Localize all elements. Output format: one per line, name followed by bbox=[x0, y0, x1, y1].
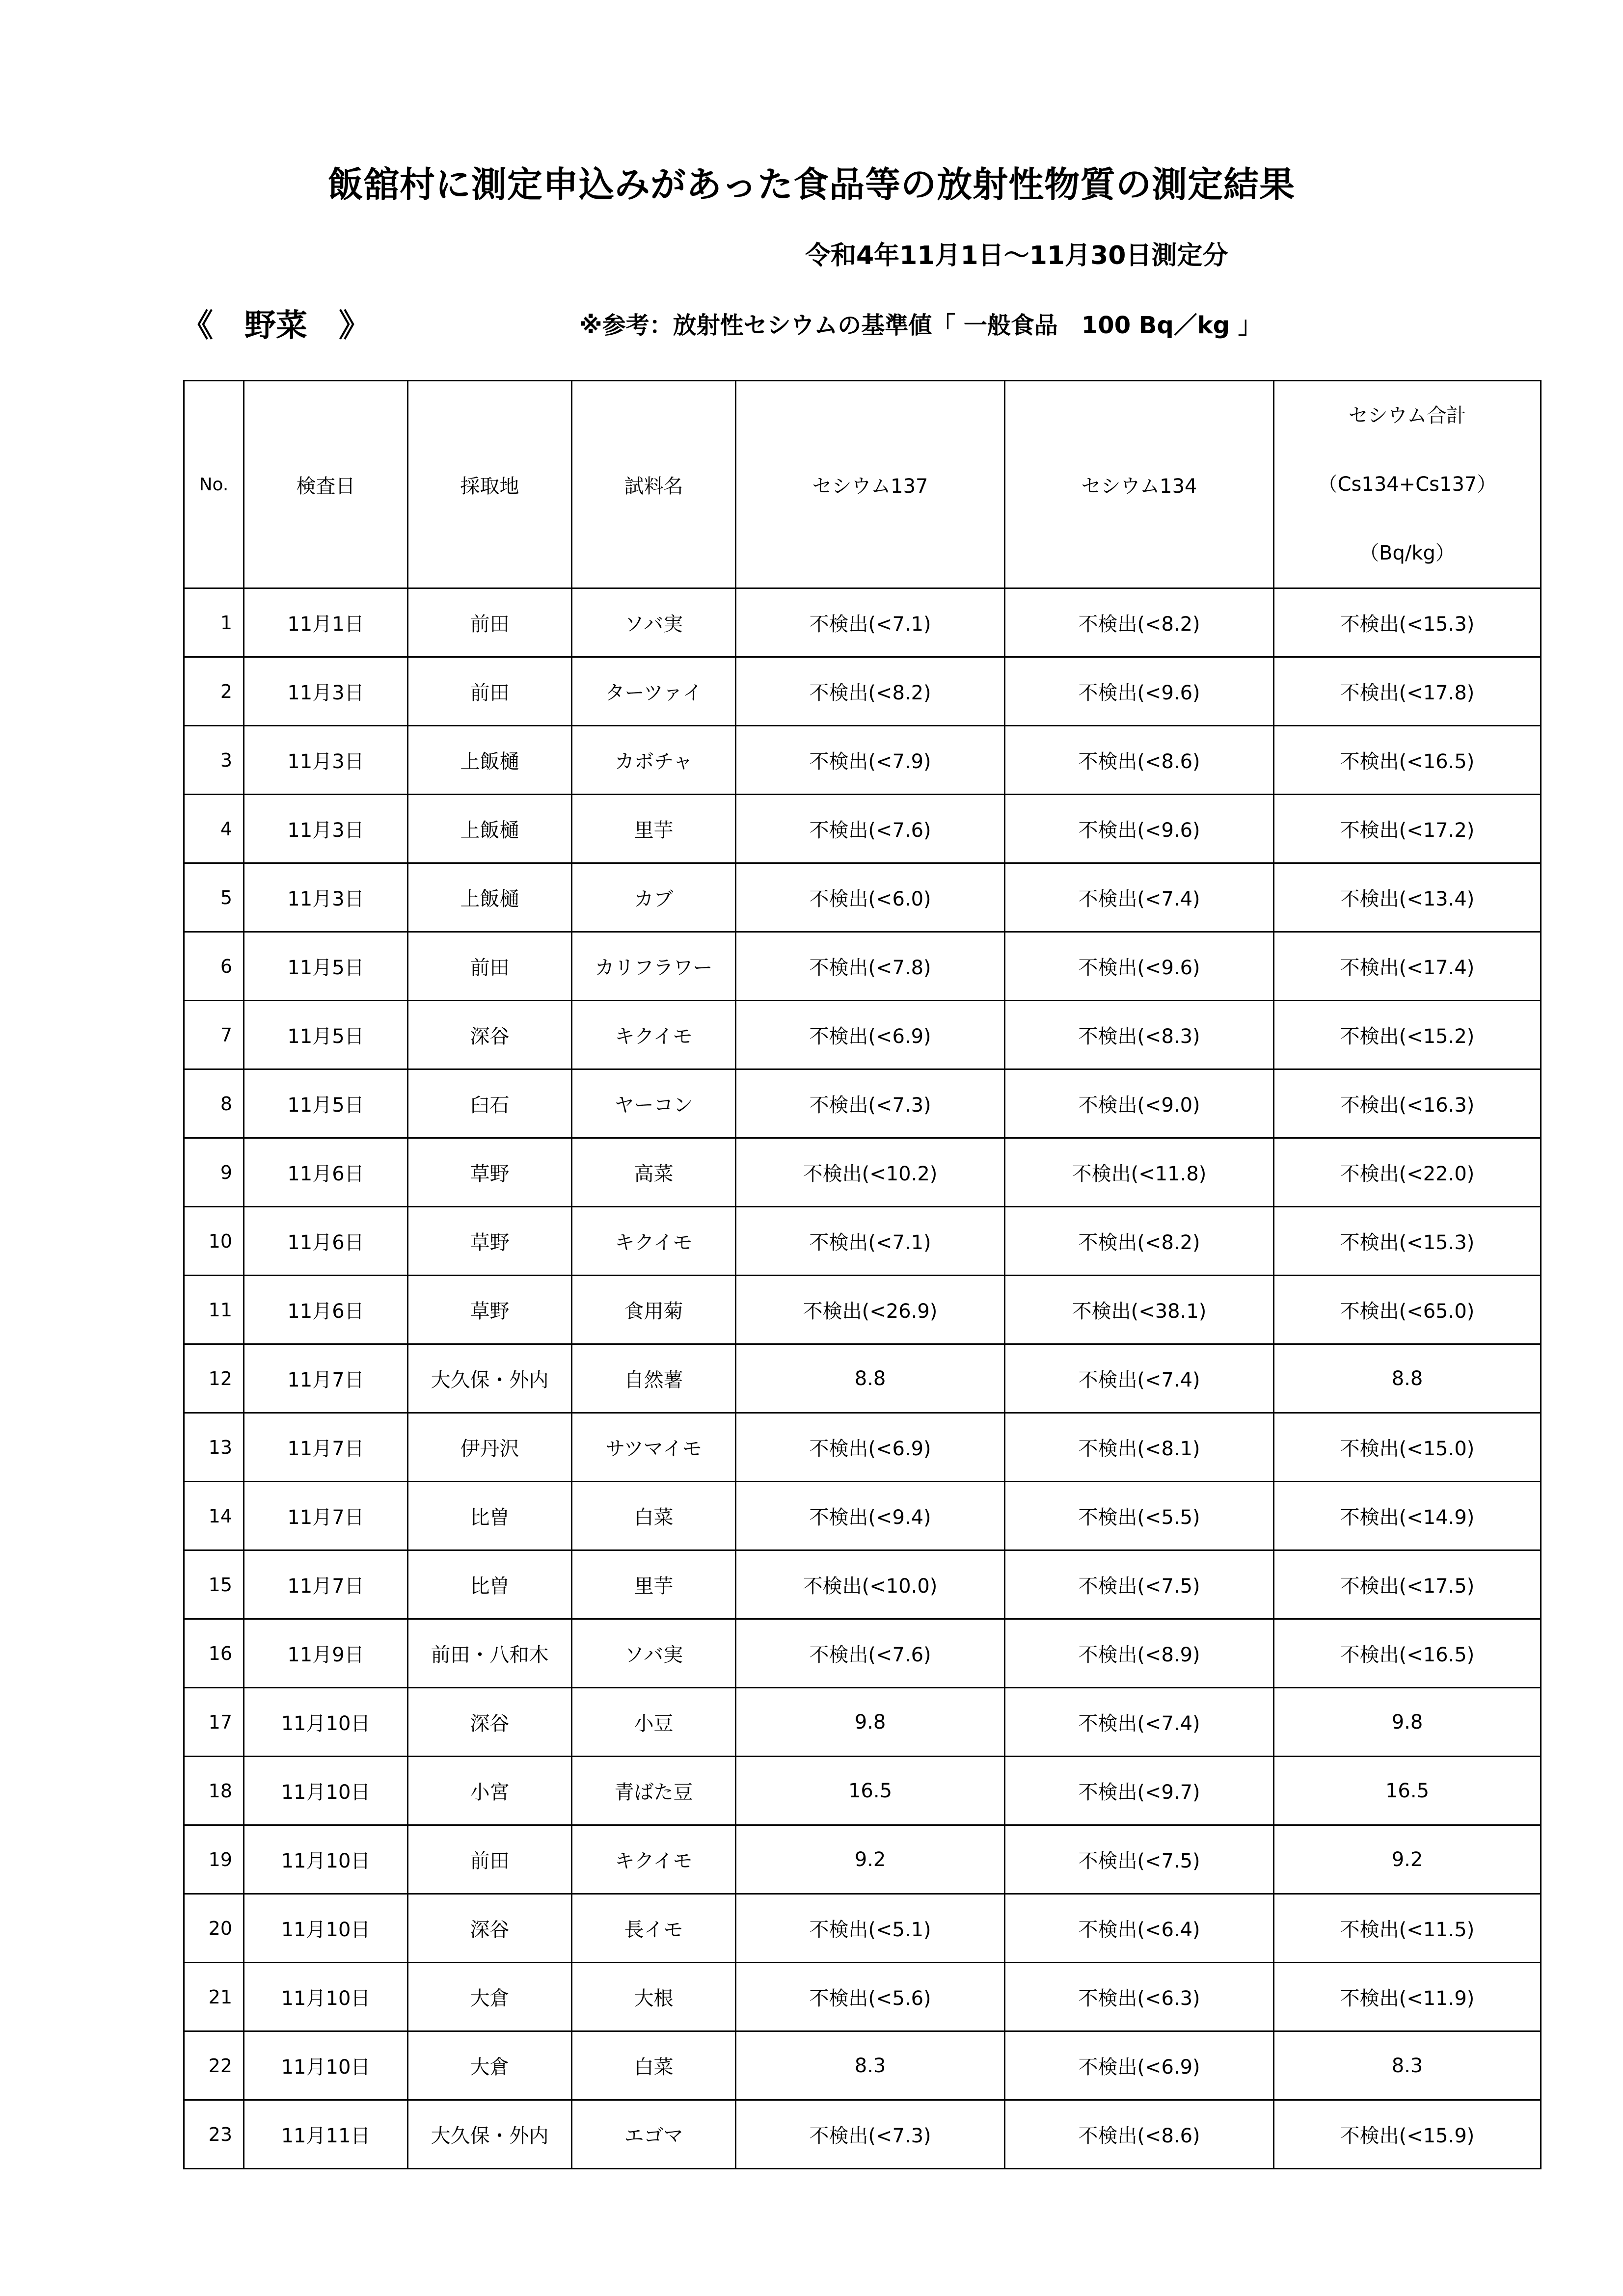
cell-location: 上飯樋 bbox=[408, 795, 572, 863]
cell-cs134: 不検出(<11.8) bbox=[1005, 1138, 1274, 1207]
table-row bbox=[184, 1482, 1541, 1550]
cell-no: 13 bbox=[184, 1413, 244, 1482]
table-row bbox=[184, 795, 1541, 863]
cell-no: 16 bbox=[184, 1619, 244, 1688]
cell-cs134: 不検出(<6.4) bbox=[1005, 1894, 1274, 1963]
cell-location: 前田 bbox=[408, 932, 572, 1001]
cell-date: 11月1日 bbox=[244, 588, 408, 657]
page-title: 飯舘村に測定申込みがあった食品等の放射性物質の測定結果 bbox=[327, 164, 1296, 205]
cell-total: 不検出(<15.2) bbox=[1274, 1001, 1541, 1069]
category-heading: 《 野菜 》 bbox=[182, 308, 370, 344]
cell-sample: 大根 bbox=[572, 1963, 736, 2031]
cell-location: 草野 bbox=[408, 1138, 572, 1207]
cell-sample: ソバ実 bbox=[572, 588, 736, 657]
cell-cs134: 不検出(<7.4) bbox=[1005, 863, 1274, 932]
cell-cs134: 不検出(<7.5) bbox=[1005, 1550, 1274, 1619]
cell-sample: 長イモ bbox=[572, 1894, 736, 1963]
cell-cs137: 不検出(<5.1) bbox=[736, 1894, 1005, 1963]
cell-date: 11月3日 bbox=[244, 726, 408, 795]
cell-cs137: 不検出(<10.0) bbox=[736, 1550, 1005, 1619]
cell-cs134: 不検出(<6.3) bbox=[1005, 1963, 1274, 2031]
cell-sample: ターツァイ bbox=[572, 657, 736, 726]
cell-cs137: 不検出(<6.9) bbox=[736, 1001, 1005, 1069]
cell-no: 3 bbox=[184, 726, 244, 795]
cell-date: 11月11日 bbox=[244, 2100, 408, 2169]
cell-cs134: 不検出(<8.3) bbox=[1005, 1001, 1274, 1069]
cell-location: 大倉 bbox=[408, 1963, 572, 2031]
table-row bbox=[184, 1276, 1541, 1344]
cell-date: 11月5日 bbox=[244, 1001, 408, 1069]
cell-cs134: 不検出(<8.6) bbox=[1005, 726, 1274, 795]
cell-location: 前田 bbox=[408, 1825, 572, 1894]
cell-sample: サツマイモ bbox=[572, 1413, 736, 1482]
cell-sample: 小豆 bbox=[572, 1688, 736, 1757]
cell-total: 不検出(<65.0) bbox=[1274, 1276, 1541, 1344]
header-total-line1: セシウム合計 bbox=[1348, 404, 1466, 427]
cell-no: 7 bbox=[184, 1001, 244, 1069]
cell-date: 11月3日 bbox=[244, 863, 408, 932]
cell-cs134: 不検出(<7.4) bbox=[1005, 1344, 1274, 1413]
cell-cs134: 不検出(<5.5) bbox=[1005, 1482, 1274, 1550]
cell-total: 8.3 bbox=[1274, 2031, 1541, 2100]
cell-total: 不検出(<14.9) bbox=[1274, 1482, 1541, 1550]
cell-cs137: 不検出(<6.0) bbox=[736, 863, 1005, 932]
cell-location: 草野 bbox=[408, 1207, 572, 1276]
cell-total: 不検出(<17.4) bbox=[1274, 932, 1541, 1001]
cell-sample: カブ bbox=[572, 863, 736, 932]
cell-sample: キクイモ bbox=[572, 1001, 736, 1069]
header-total-line2: （Cs134+Cs137） bbox=[1318, 473, 1497, 496]
cell-no: 9 bbox=[184, 1138, 244, 1207]
cell-location: 前田・八和木 bbox=[408, 1619, 572, 1688]
cell-cs137: 不検出(<7.3) bbox=[736, 1069, 1005, 1138]
cell-location: 臼石 bbox=[408, 1069, 572, 1138]
table-row bbox=[184, 657, 1541, 726]
cell-no: 23 bbox=[184, 2100, 244, 2169]
cell-location: 小宮 bbox=[408, 1757, 572, 1825]
table-row bbox=[184, 932, 1541, 1001]
cell-cs134: 不検出(<9.6) bbox=[1005, 795, 1274, 863]
table-row bbox=[184, 1207, 1541, 1276]
cell-no: 1 bbox=[184, 588, 244, 657]
table-row bbox=[184, 1688, 1541, 1757]
cell-sample: ソバ実 bbox=[572, 1619, 736, 1688]
cell-cs134: 不検出(<8.2) bbox=[1005, 1207, 1274, 1276]
cell-no: 19 bbox=[184, 1825, 244, 1894]
header-total bbox=[1274, 381, 1541, 588]
cell-no: 12 bbox=[184, 1344, 244, 1413]
reference-note: ※参考：放射性セシウムの基準値「 一般食品 100 Bq／kg 」 bbox=[579, 312, 1262, 339]
cell-date: 11月7日 bbox=[244, 1344, 408, 1413]
cell-sample: カボチャ bbox=[572, 726, 736, 795]
cell-total: 16.5 bbox=[1274, 1757, 1541, 1825]
cell-total: 不検出(<16.5) bbox=[1274, 1619, 1541, 1688]
cell-sample: ヤーコン bbox=[572, 1069, 736, 1138]
table-row bbox=[184, 2100, 1541, 2169]
cell-location: 伊丹沢 bbox=[408, 1413, 572, 1482]
header-cs134: セシウム134 bbox=[1005, 381, 1274, 588]
table-row bbox=[184, 726, 1541, 795]
cell-location: 大久保・外内 bbox=[408, 2100, 572, 2169]
cell-cs137: 不検出(<5.6) bbox=[736, 1963, 1005, 2031]
cell-cs137: 9.8 bbox=[736, 1688, 1005, 1757]
cell-date: 11月3日 bbox=[244, 657, 408, 726]
cell-total: 不検出(<15.3) bbox=[1274, 588, 1541, 657]
cell-location: 前田 bbox=[408, 588, 572, 657]
cell-location: 深谷 bbox=[408, 1894, 572, 1963]
cell-sample: 青ばた豆 bbox=[572, 1757, 736, 1825]
cell-sample: 白菜 bbox=[572, 1482, 736, 1550]
header-sample: 試料名 bbox=[572, 381, 736, 588]
cell-cs134: 不検出(<8.6) bbox=[1005, 2100, 1274, 2169]
cell-no: 14 bbox=[184, 1482, 244, 1550]
cell-no: 10 bbox=[184, 1207, 244, 1276]
table-row bbox=[184, 1619, 1541, 1688]
header-no: No. bbox=[184, 381, 244, 588]
cell-cs134: 不検出(<9.7) bbox=[1005, 1757, 1274, 1825]
header-date: 検査日 bbox=[244, 381, 408, 588]
table-row bbox=[184, 1413, 1541, 1482]
cell-cs137: 9.2 bbox=[736, 1825, 1005, 1894]
header-cs137: セシウム137 bbox=[736, 381, 1005, 588]
table-row bbox=[184, 1138, 1541, 1207]
table-row bbox=[184, 1001, 1541, 1069]
cell-cs134: 不検出(<8.1) bbox=[1005, 1413, 1274, 1482]
cell-cs137: 不検出(<7.1) bbox=[736, 1207, 1005, 1276]
table-row bbox=[184, 588, 1541, 657]
cell-no: 15 bbox=[184, 1550, 244, 1619]
cell-total: 不検出(<15.9) bbox=[1274, 2100, 1541, 2169]
cell-cs134: 不検出(<6.9) bbox=[1005, 2031, 1274, 2100]
cell-cs137: 8.8 bbox=[736, 1344, 1005, 1413]
cell-total: 不検出(<16.3) bbox=[1274, 1069, 1541, 1138]
cell-sample: 高菜 bbox=[572, 1138, 736, 1207]
cell-location: 大倉 bbox=[408, 2031, 572, 2100]
cell-location: 上飯樋 bbox=[408, 726, 572, 795]
cell-date: 11月7日 bbox=[244, 1482, 408, 1550]
cell-date: 11月6日 bbox=[244, 1207, 408, 1276]
cell-cs137: 不検出(<9.4) bbox=[736, 1482, 1005, 1550]
table-row bbox=[184, 1894, 1541, 1963]
cell-sample: 白菜 bbox=[572, 2031, 736, 2100]
table-row bbox=[184, 1963, 1541, 2031]
cell-total: 不検出(<13.4) bbox=[1274, 863, 1541, 932]
cell-total: 8.8 bbox=[1274, 1344, 1541, 1413]
cell-no: 2 bbox=[184, 657, 244, 726]
cell-location: 比曽 bbox=[408, 1550, 572, 1619]
table-row bbox=[184, 2031, 1541, 2100]
cell-total: 不検出(<15.3) bbox=[1274, 1207, 1541, 1276]
cell-cs134: 不検出(<9.0) bbox=[1005, 1069, 1274, 1138]
header-location: 採取地 bbox=[408, 381, 572, 588]
cell-date: 11月6日 bbox=[244, 1138, 408, 1207]
cell-cs137: 不検出(<10.2) bbox=[736, 1138, 1005, 1207]
cell-cs134: 不検出(<9.6) bbox=[1005, 657, 1274, 726]
cell-total: 不検出(<15.0) bbox=[1274, 1413, 1541, 1482]
cell-date: 11月5日 bbox=[244, 1069, 408, 1138]
cell-date: 11月7日 bbox=[244, 1550, 408, 1619]
cell-sample: エゴマ bbox=[572, 2100, 736, 2169]
cell-sample: キクイモ bbox=[572, 1825, 736, 1894]
cell-cs137: 不検出(<7.8) bbox=[736, 932, 1005, 1001]
cell-sample: 里芋 bbox=[572, 795, 736, 863]
cell-date: 11月3日 bbox=[244, 795, 408, 863]
cell-cs137: 不検出(<7.9) bbox=[736, 726, 1005, 795]
cell-total: 9.2 bbox=[1274, 1825, 1541, 1894]
cell-cs137: 不検出(<6.9) bbox=[736, 1413, 1005, 1482]
cell-total: 不検出(<22.0) bbox=[1274, 1138, 1541, 1207]
cell-no: 6 bbox=[184, 932, 244, 1001]
cell-sample: 里芋 bbox=[572, 1550, 736, 1619]
cell-no: 11 bbox=[184, 1276, 244, 1344]
cell-cs134: 不検出(<9.6) bbox=[1005, 932, 1274, 1001]
cell-no: 22 bbox=[184, 2031, 244, 2100]
table-row bbox=[184, 1069, 1541, 1138]
cell-cs137: 不検出(<8.2) bbox=[736, 657, 1005, 726]
table-row bbox=[184, 1757, 1541, 1825]
results-table bbox=[183, 380, 1542, 2169]
cell-sample: 自然薯 bbox=[572, 1344, 736, 1413]
cell-cs137: 16.5 bbox=[736, 1757, 1005, 1825]
cell-location: 草野 bbox=[408, 1276, 572, 1344]
cell-location: 深谷 bbox=[408, 1688, 572, 1757]
cell-total: 不検出(<17.2) bbox=[1274, 795, 1541, 863]
cell-date: 11月9日 bbox=[244, 1619, 408, 1688]
cell-no: 18 bbox=[184, 1757, 244, 1825]
table-row bbox=[184, 1344, 1541, 1413]
cell-location: 上飯樋 bbox=[408, 863, 572, 932]
cell-no: 4 bbox=[184, 795, 244, 863]
cell-date: 11月6日 bbox=[244, 1276, 408, 1344]
cell-cs137: 8.3 bbox=[736, 2031, 1005, 2100]
cell-sample: 食用菊 bbox=[572, 1276, 736, 1344]
cell-total: 不検出(<11.9) bbox=[1274, 1963, 1541, 2031]
cell-no: 17 bbox=[184, 1688, 244, 1757]
cell-cs137: 不検出(<7.1) bbox=[736, 588, 1005, 657]
cell-cs134: 不検出(<38.1) bbox=[1005, 1276, 1274, 1344]
cell-total: 9.8 bbox=[1274, 1688, 1541, 1757]
cell-location: 比曽 bbox=[408, 1482, 572, 1550]
cell-cs137: 不検出(<7.6) bbox=[736, 1619, 1005, 1688]
table-body bbox=[184, 588, 1541, 2169]
cell-cs137: 不検出(<7.6) bbox=[736, 795, 1005, 863]
cell-location: 大久保・外内 bbox=[408, 1344, 572, 1413]
cell-total: 不検出(<17.8) bbox=[1274, 657, 1541, 726]
cell-cs137: 不検出(<26.9) bbox=[736, 1276, 1005, 1344]
cell-date: 11月5日 bbox=[244, 932, 408, 1001]
cell-date: 11月10日 bbox=[244, 1688, 408, 1757]
cell-cs134: 不検出(<7.5) bbox=[1005, 1825, 1274, 1894]
cell-cs134: 不検出(<7.4) bbox=[1005, 1688, 1274, 1757]
cell-total: 不検出(<16.5) bbox=[1274, 726, 1541, 795]
cell-no: 5 bbox=[184, 863, 244, 932]
table-row bbox=[184, 1550, 1541, 1619]
cell-cs137: 不検出(<7.3) bbox=[736, 2100, 1005, 2169]
cell-location: 深谷 bbox=[408, 1001, 572, 1069]
cell-cs134: 不検出(<8.9) bbox=[1005, 1619, 1274, 1688]
cell-date: 11月10日 bbox=[244, 1963, 408, 2031]
cell-location: 前田 bbox=[408, 657, 572, 726]
cell-no: 8 bbox=[184, 1069, 244, 1138]
cell-date: 11月10日 bbox=[244, 2031, 408, 2100]
cell-cs134: 不検出(<8.2) bbox=[1005, 588, 1274, 657]
table-row bbox=[184, 863, 1541, 932]
cell-date: 11月10日 bbox=[244, 1757, 408, 1825]
table-row bbox=[184, 1825, 1541, 1894]
table-header-row bbox=[184, 381, 1541, 588]
cell-sample: カリフラワー bbox=[572, 932, 736, 1001]
cell-no: 20 bbox=[184, 1894, 244, 1963]
header-total-line3: （Bq/kg） bbox=[1359, 542, 1455, 564]
cell-date: 11月10日 bbox=[244, 1894, 408, 1963]
measurement-period: 令和4年11月1日～11月30日測定分 bbox=[805, 241, 1228, 270]
cell-sample: キクイモ bbox=[572, 1207, 736, 1276]
cell-total: 不検出(<17.5) bbox=[1274, 1550, 1541, 1619]
cell-total: 不検出(<11.5) bbox=[1274, 1894, 1541, 1963]
cell-date: 11月7日 bbox=[244, 1413, 408, 1482]
cell-date: 11月10日 bbox=[244, 1825, 408, 1894]
cell-no: 21 bbox=[184, 1963, 244, 2031]
